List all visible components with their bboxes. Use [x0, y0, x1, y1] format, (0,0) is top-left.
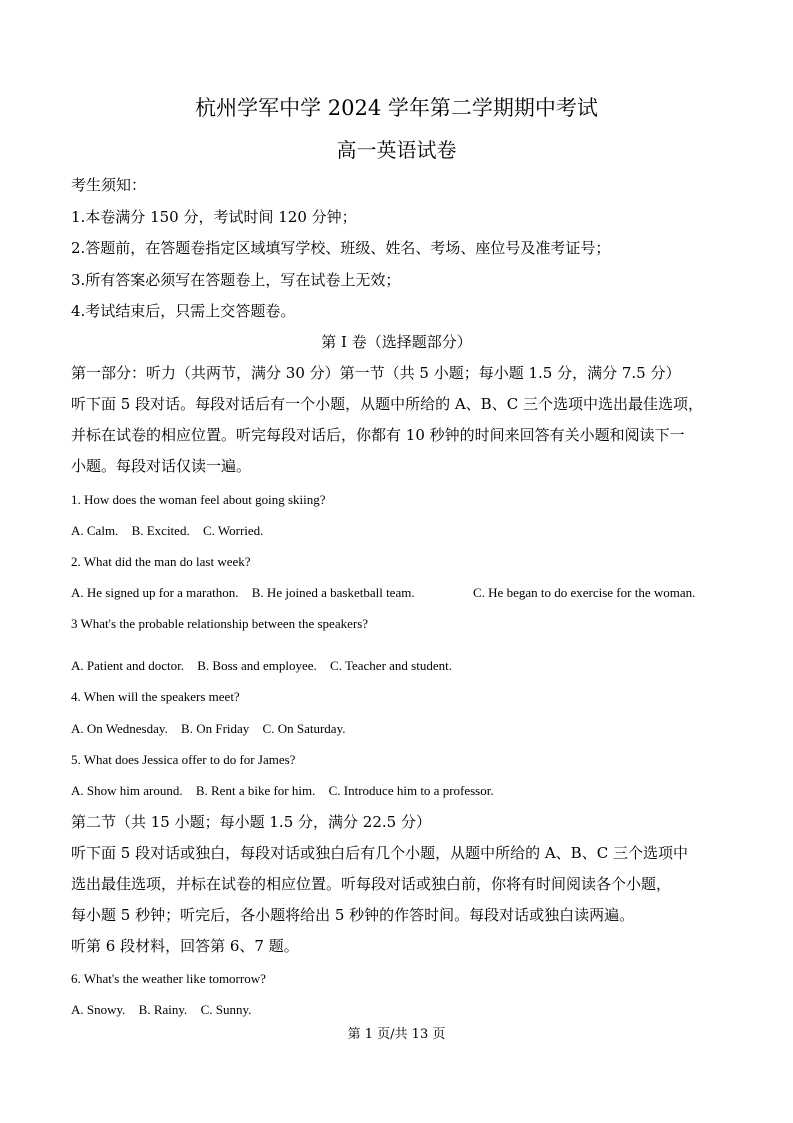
option-b: B. Rent a bike for him. — [195, 783, 316, 798]
notice-item-4: 4.考试结束后，只需上交答题卷。 — [71, 302, 296, 320]
exam-title: 杭州学军中学 2024 学年第二学期期中考试 — [195, 96, 598, 120]
option-b: B. Excited. — [131, 523, 190, 538]
question-4-options — [71, 722, 345, 735]
page-number: 第 1 页/共 13 页 — [347, 1027, 446, 1042]
section2-instruction-line-2: 选出最佳选项，并标在试卷的相应位置。听每段对话或独白前，你将有时间阅读各个小题， — [71, 875, 672, 893]
option-a: A. Show him around. — [71, 783, 183, 798]
notice-item-3: 3.所有答案必须写在答题卷上，写在试卷上无效； — [71, 271, 401, 289]
question-5-options — [71, 784, 494, 797]
question-5: 5. What does Jessica offer to do for James? — [71, 752, 296, 767]
option-c: C. Sunny. — [200, 1002, 252, 1017]
question-2: 2. What did the man do last week? — [71, 554, 251, 569]
part1-instruction-line-1: 听下面 5 段对话。每段对话后有一个小题，从题中所给的 A、B、C 三个选项中选出最佳选项， — [71, 395, 703, 413]
question-6-options — [71, 1003, 251, 1016]
option-b: B. On Friday — [181, 721, 250, 736]
option-c: C. He began to do exercise for the woman. — [473, 585, 696, 600]
option-a: A. Patient and doctor. — [71, 658, 185, 673]
question-4: 4. When will the speakers meet? — [71, 689, 240, 704]
option-a: A. Calm. — [71, 523, 119, 538]
option-a: A. Snowy. — [71, 1002, 126, 1017]
option-c: C. Teacher and student. — [330, 658, 452, 673]
option-a: A. On Wednesday. — [71, 721, 168, 736]
exam-subtitle: 高一英语试卷 — [336, 138, 457, 162]
option-b: B. Boss and employee. — [197, 658, 317, 673]
notice-heading: 考生须知： — [71, 176, 147, 194]
volume-title: 第 I 卷（选择题部分） — [321, 333, 472, 351]
option-b: B. Rainy. — [138, 1002, 188, 1017]
part1-instruction-line-2: 并标在试卷的相应位置。听完每段对话后，你都有 10 秒钟的时间来回答有关小题和阅读下一 — [71, 426, 685, 444]
section2-heading: 第二节（共 15 小题；每小题 1.5 分，满分 22.5 分） — [71, 813, 431, 831]
question-3-options — [71, 659, 452, 672]
part1-instruction-line-3: 小题。每段对话仅读一遍。 — [71, 457, 252, 475]
question-1-options — [71, 524, 263, 537]
notice-item-1: 1.本卷满分 150 分，考试时间 120 分钟； — [71, 208, 357, 226]
section2-instruction-line-3: 每小题 5 秒钟；听完后，各小题将给出 5 秒钟的作答时间。每段对话或独白读两遍。 — [71, 906, 635, 924]
question-2-options — [71, 586, 721, 599]
question-1: 1. How does the woman feel about going skiing? — [71, 492, 326, 507]
option-c: C. On Saturday. — [262, 721, 346, 736]
material-6-instruction: 听第 6 段材料，回答第 6、7 题。 — [71, 937, 299, 955]
question-6: 6. What's the weather like tomorrow? — [71, 971, 266, 986]
notice-item-2: 2.答题前，在答题卷指定区域填写学校、班级、姓名、考场、座位号及准考证号； — [71, 239, 611, 257]
option-c: C. Introduce him to a professor. — [328, 783, 494, 798]
question-3: 3 What's the probable relationship between the speakers? — [71, 616, 369, 631]
option-c: C. Worried. — [202, 523, 264, 538]
option-b: B. He joined a basketball team. — [251, 585, 415, 600]
section2-instruction-line-1: 听下面 5 段对话或独白，每段对话或独白后有几个小题，从题中所给的 A、B、C 三个选项中 — [71, 844, 688, 862]
option-a: A. He signed up for a marathon. — [71, 585, 239, 600]
part1-heading: 第一部分：听力（共两节，满分 30 分）第一节（共 5 小题；每小题 1.5 分，满分 7.5 分） — [71, 364, 681, 382]
